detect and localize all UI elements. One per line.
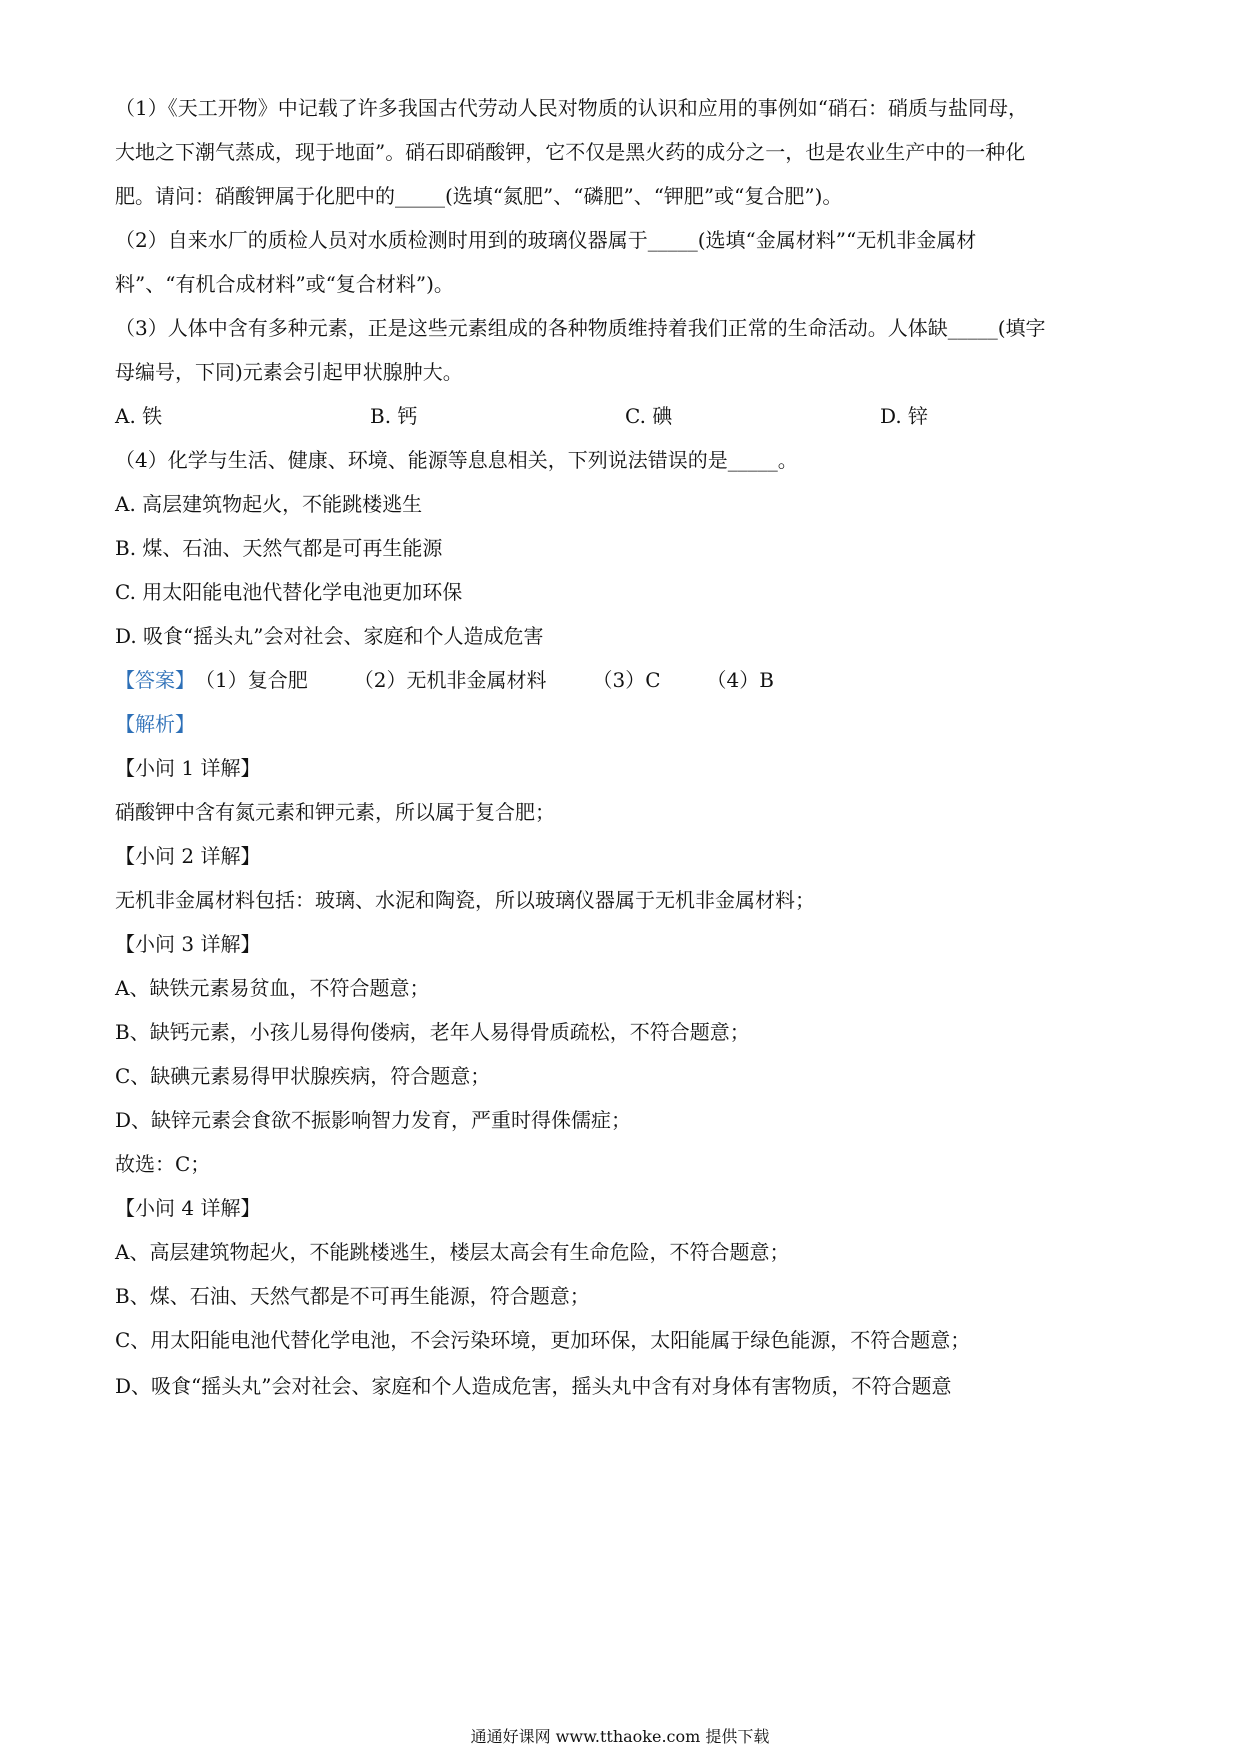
answer-part-2: （2）无机非金属材料	[353, 668, 547, 692]
section-4-line-a: A、高层建筑物起火，不能跳楼逃生，楼层太高会有生命危险，不符合题意；	[115, 1240, 790, 1264]
answer-part-1: （1）复合肥	[195, 668, 308, 692]
answer-part-3: （3）C	[592, 668, 661, 692]
q3-line-2: 母编号，下同)元素会引起甲状腺肿大。	[115, 360, 463, 384]
section-4-title: 【小问 4 详解】	[115, 1196, 261, 1220]
section-1-title: 【小问 1 详解】	[115, 756, 261, 780]
page-footer: 通通好课网 www.tthaoke.com 提供下载	[470, 1727, 770, 1746]
section-3-conclusion: 故选：C；	[115, 1152, 211, 1176]
section-3-line-d: D、缺锌元素会食欲不振影响智力发育，严重时得侏儒症；	[115, 1108, 632, 1132]
section-3-line-a: A、缺铁元素易贫血，不符合题意；	[115, 976, 430, 1000]
answer-line	[115, 666, 1135, 694]
q1-line-2: 大地之下潮气蒸成，现于地面”。硝石即硝酸钾，它不仅是黑火药的成分之一，也是农业生产中的一种化	[115, 140, 1026, 164]
q3-option-d: D. 锌	[880, 404, 929, 428]
answer-part-4: （4）B	[706, 668, 774, 692]
q4-option-a: A. 高层建筑物起火，不能跳楼逃生	[115, 492, 423, 516]
analysis-tag: 【解析】	[115, 712, 195, 736]
section-4-line-d: D、吸食“摇头丸”会对社会、家庭和个人造成危害，摇头丸中含有对身体有害物质，不符合题意	[115, 1374, 952, 1398]
q1-line-1: （1）《天工开物》中记载了许多我国古代劳动人民对物质的认识和应用的事例如“硝石：硝质与盐同母，	[115, 96, 1028, 120]
q4-text: （4）化学与生活、健康、环境、能源等息息相关，下列说法错误的是_____。	[115, 448, 798, 472]
q3-option-b: B. 钙	[370, 404, 418, 428]
section-4-line-c: C、用太阳能电池代替化学电池，不会污染环境，更加环保，太阳能属于绿色能源，不符合题意；	[115, 1328, 971, 1352]
q4-option-d: D. 吸食“摇头丸”会对社会、家庭和个人造成危害	[115, 624, 544, 648]
q2-line-2: 料”、“有机合成材料”或“复合材料”)。	[115, 272, 454, 296]
section-3-line-c: C、缺碘元素易得甲状腺疾病，符合题意；	[115, 1064, 491, 1088]
section-2-text: 无机非金属材料包括：玻璃、水泥和陶瓷，所以玻璃仪器属于无机非金属材料；	[115, 888, 815, 912]
q3-options	[115, 402, 1135, 430]
section-4-line-b: B、煤、石油、天然气都是不可再生能源，符合题意；	[115, 1284, 590, 1308]
q2-line-1: （2）自来水厂的质检人员对水质检测时用到的玻璃仪器属于_____(选填“金属材料”“无机非金属材	[115, 228, 977, 252]
q4-option-b: B. 煤、石油、天然气都是可再生能源	[115, 536, 443, 560]
q3-option-a: A. 铁	[115, 404, 163, 428]
section-3-line-b: B、缺钙元素，小孩儿易得佝偻病，老年人易得骨质疏松，不符合题意；	[115, 1020, 750, 1044]
section-1-text: 硝酸钾中含有氮元素和钾元素，所以属于复合肥；	[115, 800, 555, 824]
answer-tag: 【答案】	[115, 668, 195, 692]
q3-line-1: （3）人体中含有多种元素，正是这些元素组成的各种物质维持着我们正常的生命活动。人体缺_____(填字	[115, 316, 1046, 340]
q3-option-c: C. 碘	[625, 404, 673, 428]
section-2-title: 【小问 2 详解】	[115, 844, 261, 868]
section-3-title: 【小问 3 详解】	[115, 932, 261, 956]
q4-option-c: C. 用太阳能电池代替化学电池更加环保	[115, 580, 463, 604]
q1-line-3: 肥。请问：硝酸钾属于化肥中的_____(选填“氮肥”、“磷肥”、“钾肥”或“复合肥”)。	[115, 184, 843, 208]
